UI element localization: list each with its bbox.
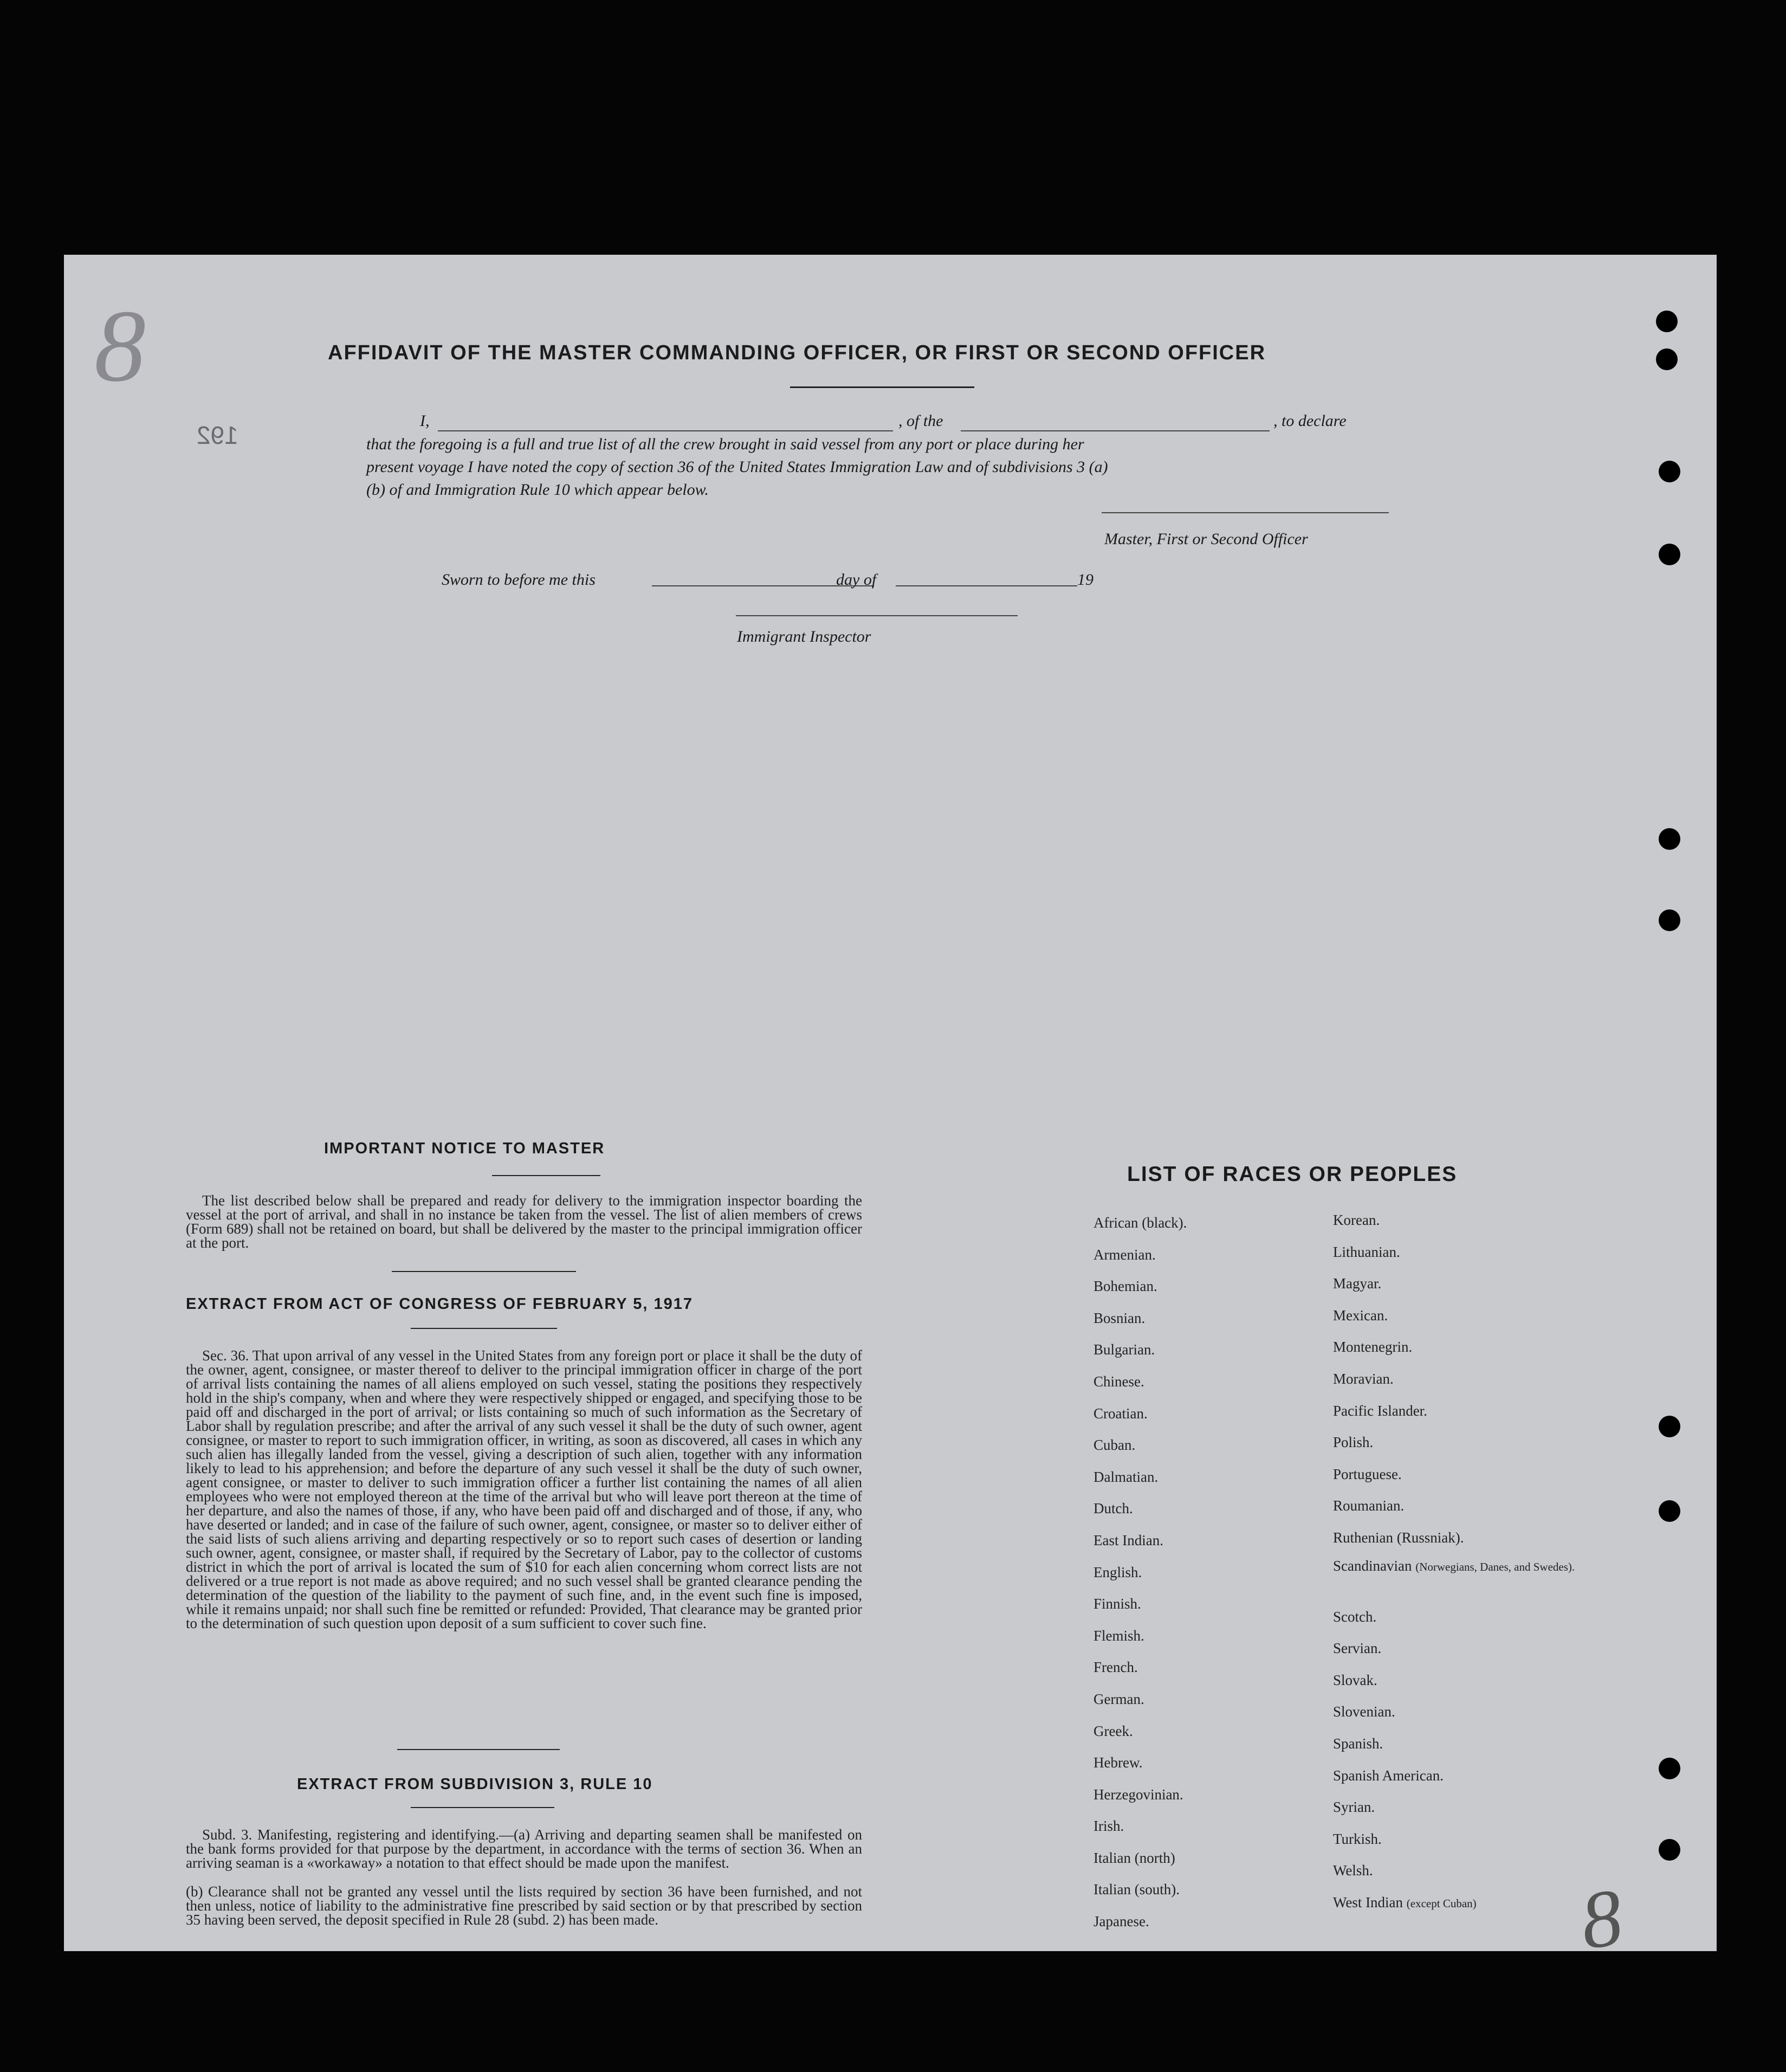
race-item: African (black). xyxy=(1093,1215,1187,1231)
race-item: Syrian. xyxy=(1333,1799,1375,1816)
act-extract-title: EXTRACT FROM ACT OF CONGRESS OF FEBRUARY 5, 1917 xyxy=(186,1295,694,1313)
master-label: Master, First or Second Officer xyxy=(1104,530,1308,548)
name-blank xyxy=(438,430,893,431)
rule-extract-text-a: Subd. 3. Manifesting, registering and identifying.—(a) Arriving and departing seamen shall be manifested on the bank forms provided for that purpose by the department, in accordance with the terms of section 36. When an arriving seaman is a «workaway» a notation to that effect should be made upon the manifest. xyxy=(186,1826,862,1871)
race-item: Ruthenian (Russniak). xyxy=(1333,1529,1464,1546)
race-item-scandinavian xyxy=(1333,1554,1575,1601)
document-page xyxy=(64,255,1717,1967)
punch-hole xyxy=(1656,348,1678,370)
race-item: Dalmatian. xyxy=(1093,1468,1159,1485)
rule-extract-text-b: (b) Clearance shall not be granted any vessel until the lists required by section 36 have been furnished, and not then unless, notice of liability to the administrative fine prescribed by said section or by that prescribed by section 35 having been served, the deposit specified in Rule 28 (subd. 2) has been made. xyxy=(186,1883,862,1928)
race-scandinavian-note: (Norwegians, Danes, and Swedes). xyxy=(1415,1560,1575,1573)
race-scandinavian-label: Scandinavian xyxy=(1333,1557,1412,1574)
master-signature-blank xyxy=(1102,512,1389,513)
race-item: Turkish. xyxy=(1333,1830,1382,1847)
year-prefix: 19 xyxy=(1077,571,1093,589)
race-item: Pacific Islander. xyxy=(1333,1402,1427,1419)
race-item: Spanish. xyxy=(1333,1735,1383,1752)
notice-divider xyxy=(392,1271,576,1272)
notice-title: IMPORTANT NOTICE TO MASTER xyxy=(324,1140,605,1157)
handwritten-mark-top: 8 xyxy=(94,289,146,403)
race-item: Cuban. xyxy=(1093,1437,1136,1454)
affidavit-line-3: present voyage I have noted the copy of section 36 of the United States Immigration Law and of subdivisions 3 (a) xyxy=(366,458,1108,476)
act-extract-text: Sec. 36. That upon arrival of any vessel in the United States from any foreign port or place it shall be the duty of the owner, agent, consignee, or master thereof to deliver to the principal immigration officer in charge of the port of arrival lists containing the names of all aliens employed on such vessel, stating the positions they respectively hold in the ship's company, when and where they were respectively shipped or engaged, and specifying those to be paid off and discharged in the port of arrival; or lists containing so much of such information as the Secretary of Labor shall by regulation prescribe; and after the arrival of any such vessel it shall be the duty of such owner, agent consignee, or master to report to such immigration officer, in writing, as soon as discovered, all cases in which any such alien has illegally landed from the vessel, giving a description of such alien, together with any information likely to lead to his apprehension; and before the departure of any such vessel it shall be the duty of such owner, agent consignee, or master to deliver to such immigration officer a further list containing the names of all alien employees who were not employed thereon at the time of the arrival but who will leave port thereon at the time of her departure, and also the names of those, if any, who have been paid off and discharged and of those, if any, who have deserted or landed; and in case of the failure of such owner, agent, consignee, or master so to deliver either of the said lists of such aliens arriving and departing respectively or so to report such cases of desertion or landing such owner, agent, consignee, or master shall, if required by the Secretary of Labor, pay to the collector of customs district in which the port of arrival is located the sum of $10 for each alien concerning whom correct lists are not delivered or a true report is not made as above required; and no such vessel shall be granted clearance pending the determination of the question of the liability to the payment of such fine, and, in the event such fine is imposed, while it remains unpaid; nor shall such fine be remitted or refunded: Provided, That clearance may be granted prior to the determination of such question upon deposit of a sum sufficient to cover such fine. xyxy=(186,1347,862,1631)
sworn-label: Sworn to before me this xyxy=(442,571,596,589)
inspector-label: Immigrant Inspector xyxy=(737,628,871,646)
races-column-1 xyxy=(1093,1207,1187,1938)
race-item: Armenian. xyxy=(1093,1246,1156,1263)
race-item: French. xyxy=(1093,1659,1138,1676)
punch-hole xyxy=(1659,544,1680,565)
inspector-signature-blank xyxy=(736,615,1018,616)
race-item: Hebrew. xyxy=(1093,1754,1143,1771)
race-item: Portuguese. xyxy=(1333,1466,1402,1482)
races-title: LIST OF RACES OR PEOPLES xyxy=(1127,1163,1458,1186)
race-item: Moravian. xyxy=(1333,1370,1394,1387)
affidavit-line-4: (b) of and Immigration Rule 10 which appear below. xyxy=(366,481,709,499)
race-item: Bosnian. xyxy=(1093,1309,1146,1326)
race-west-indian-note: (except Cuban) xyxy=(1406,1896,1477,1910)
punch-hole xyxy=(1659,909,1680,931)
handwritten-mark-bottom: 8 xyxy=(1575,1871,1628,1967)
races-column-2 xyxy=(1333,1204,1575,1918)
race-item: East Indian. xyxy=(1093,1532,1163,1548)
race-item: Greek. xyxy=(1093,1722,1133,1739)
race-item: Italian (south). xyxy=(1093,1881,1180,1898)
race-west-indian-label: West Indian xyxy=(1333,1894,1403,1910)
month-blank xyxy=(896,585,1077,586)
page-number-mirrored: 192 xyxy=(197,421,238,449)
race-item: Bulgarian. xyxy=(1093,1341,1155,1358)
notice-text: The list described below shall be prepared and ready for delivery to the immigration inspector boarding the vessel at the port of arrival, and shall in no instance be taken from the vessel. The list of alien members of crews (Form 689) shall not be retained on board, but shall be delivered by the master to the principal immigration officer at the port. xyxy=(186,1192,862,1251)
race-item: Slovak. xyxy=(1333,1671,1377,1688)
race-item: Bohemian. xyxy=(1093,1278,1157,1295)
punch-hole xyxy=(1659,828,1680,850)
race-item: Welsh. xyxy=(1333,1862,1373,1879)
race-item: Magyar. xyxy=(1333,1275,1382,1292)
race-item: Dutch. xyxy=(1093,1500,1133,1517)
race-item: Finnish. xyxy=(1093,1596,1141,1612)
race-item: Polish. xyxy=(1333,1434,1374,1451)
race-item: Croatian. xyxy=(1093,1405,1148,1422)
act-underline xyxy=(411,1328,557,1329)
race-item: Lithuanian. xyxy=(1333,1243,1400,1260)
race-item: Irish. xyxy=(1093,1818,1124,1835)
affidavit-to-declare: , to declare xyxy=(1273,412,1347,430)
rule-underline xyxy=(411,1807,554,1808)
race-item: Servian. xyxy=(1333,1640,1382,1657)
race-item: Italian (north) xyxy=(1093,1849,1175,1866)
rule-extract-title: EXTRACT FROM SUBDIVISION 3, RULE 10 xyxy=(297,1776,653,1793)
notice-underline xyxy=(492,1175,600,1176)
race-item: Spanish American. xyxy=(1333,1767,1444,1784)
affidavit-i: I, xyxy=(420,412,430,430)
affidavit-title: AFFIDAVIT OF THE MASTER COMMANDING OFFICER, OR FIRST OR SECOND OFFICER xyxy=(328,341,1266,364)
race-item: German. xyxy=(1093,1690,1144,1707)
race-item: Korean. xyxy=(1333,1212,1380,1228)
punch-hole xyxy=(1659,1416,1680,1437)
race-item: Mexican. xyxy=(1333,1307,1388,1324)
act-divider xyxy=(397,1749,560,1750)
vessel-blank xyxy=(961,430,1270,431)
day-of-label: day of xyxy=(836,571,877,589)
punch-hole xyxy=(1659,461,1680,482)
race-item: Scotch. xyxy=(1333,1608,1377,1625)
race-item: Roumanian. xyxy=(1333,1497,1405,1514)
race-item-west-indian xyxy=(1333,1887,1575,1919)
punch-hole xyxy=(1659,1500,1680,1522)
punch-hole xyxy=(1659,1758,1680,1779)
race-item: English. xyxy=(1093,1564,1142,1580)
race-item: Montenegrin. xyxy=(1333,1339,1413,1355)
race-item: Japanese. xyxy=(1093,1913,1149,1930)
affidavit-of-the: , of the xyxy=(898,412,943,430)
affidavit-line-2: that the foregoing is a full and true list of all the crew brought in said vessel from any port or place during her xyxy=(366,435,1084,453)
title-underline xyxy=(790,386,974,388)
punch-hole xyxy=(1659,1839,1680,1861)
race-item: Herzegovinian. xyxy=(1093,1786,1183,1803)
race-item: Flemish. xyxy=(1093,1627,1144,1644)
race-item: Slovenian. xyxy=(1333,1703,1395,1720)
punch-hole xyxy=(1656,311,1678,332)
race-item: Chinese. xyxy=(1093,1373,1144,1390)
